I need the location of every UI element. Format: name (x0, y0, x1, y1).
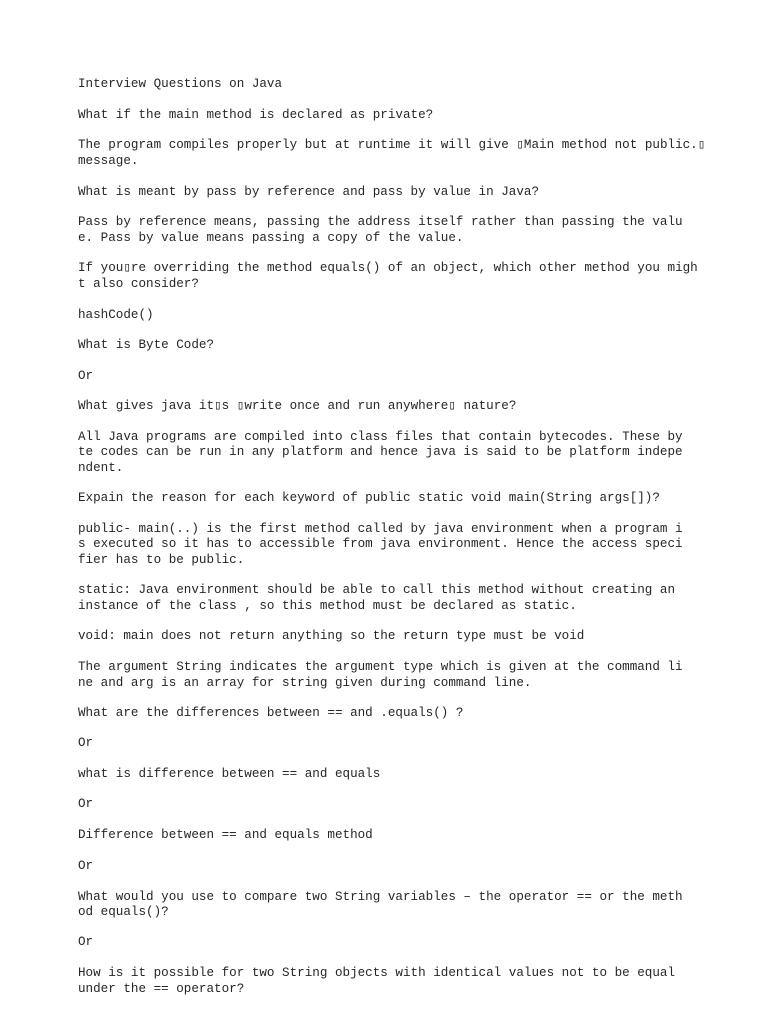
answer-text: static: Java environment should be able to call this method without creating an (78, 583, 676, 597)
question-text: under the == operator? (78, 982, 245, 996)
question-text: t also consider? (78, 277, 199, 291)
question-text: What if the main method is declared as private? (78, 108, 434, 122)
answer-text: The program compiles properly but at runtime it will give ▯Main method not public.▯ (78, 138, 706, 152)
question-text: How is it possible for two String objects with identical values not to be equal (78, 966, 676, 980)
question-text: What gives java it▯s ▯write once and run anywhere▯ nature? (78, 399, 517, 413)
answer-text: fier has to be public. (78, 553, 245, 567)
answer-text: message. (78, 154, 139, 168)
answer-text: s executed so it has to accessible from java environment. Hence the access speci (78, 537, 683, 551)
answer-text: instance of the class , so this method must be declared as static. (78, 599, 577, 613)
answer-text: ne and arg is an array for string given during command line. (78, 676, 532, 690)
answer-text: public- main(..) is the first method called by java environment when a program i (78, 522, 683, 536)
document-title: Interview Questions on Java (78, 77, 283, 91)
question-text: Expain the reason for each keyword of public static void main(String args[])? (78, 491, 660, 505)
answer-text: The argument String indicates the argument type which is given at the command li (78, 660, 683, 674)
answer-text: e. Pass by value means passing a copy of the value. (78, 231, 464, 245)
or-separator: Or (78, 736, 94, 750)
or-separator: Or (78, 859, 94, 873)
question-text: What is Byte Code? (78, 338, 215, 352)
or-separator: Or (78, 797, 94, 811)
question-text: what is difference between == and equals (78, 767, 381, 781)
answer-text: ndent. (78, 461, 124, 475)
answer-text: All Java programs are compiled into class files that contain bytecodes. These by (78, 430, 683, 444)
question-text: If you▯re overriding the method equals() of an object, which other method you migh (78, 261, 698, 275)
answer-text: void: main does not return anything so the return type must be void (78, 629, 585, 643)
question-text: od equals()? (78, 905, 169, 919)
answer-text: Pass by reference means, passing the address itself rather than passing the valu (78, 215, 683, 229)
question-text: What would you use to compare two String variables – the operator == or the meth (78, 890, 683, 904)
question-text: What is meant by pass by reference and pass by value in Java? (78, 185, 540, 199)
answer-text: hashCode() (78, 308, 154, 322)
question-text: What are the differences between == and .equals() ? (78, 706, 464, 720)
question-text: Difference between == and equals method (78, 828, 373, 842)
or-separator: Or (78, 935, 94, 949)
or-separator: Or (78, 369, 94, 383)
answer-text: te codes can be run in any platform and hence java is said to be platform indepe (78, 445, 683, 459)
